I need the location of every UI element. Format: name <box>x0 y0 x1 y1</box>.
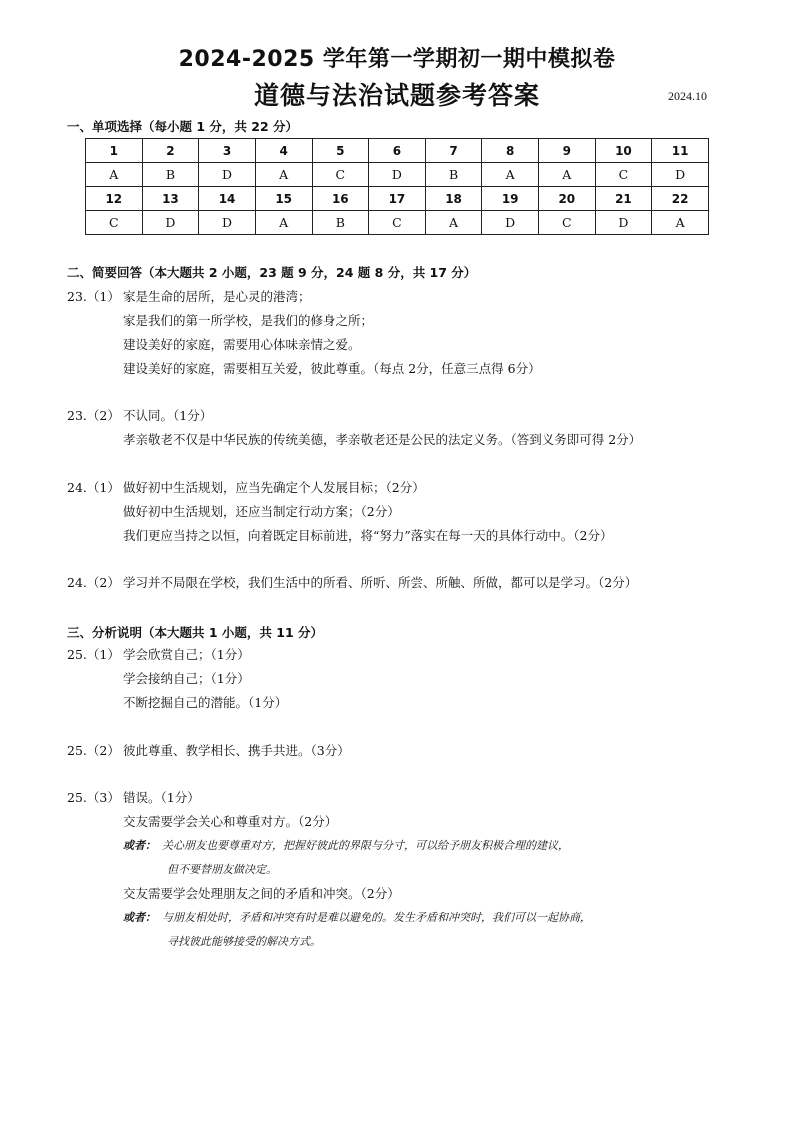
question-number-cell: 14 <box>199 187 256 211</box>
answer-cell: A <box>482 163 539 187</box>
answer-line: 家是我们的第一所学校，是我们的修身之所； <box>123 313 374 328</box>
question-number-cell: 19 <box>482 187 539 211</box>
answer-cell: D <box>652 163 709 187</box>
answer-row <box>86 211 709 235</box>
question-number-cell: 15 <box>255 187 312 211</box>
question-number-cell: 16 <box>312 187 369 211</box>
question-number-cell: 10 <box>595 139 652 163</box>
question-number-cell: 20 <box>539 187 596 211</box>
question-number-cell: 9 <box>539 139 596 163</box>
answer-cell: D <box>482 211 539 235</box>
alternative-note <box>67 906 747 930</box>
answer-line: 不认同。（1分） <box>123 408 213 423</box>
question-number-cell: 21 <box>595 187 652 211</box>
answer-24-1 <box>67 476 747 548</box>
answer-row <box>86 163 709 187</box>
answer-cell: A <box>652 211 709 235</box>
question-number-row <box>86 139 709 163</box>
answer-line: 学会欣赏自己；（1分） <box>123 647 250 662</box>
answer-25-3 <box>67 786 747 954</box>
answer-cell: C <box>86 211 143 235</box>
answer-23-1 <box>67 285 747 381</box>
answer-cell: D <box>199 211 256 235</box>
answer-24-2 <box>67 571 747 595</box>
answer-line: 不断挖掘自己的潜能。（1分） <box>123 695 288 710</box>
answer-cell: D <box>199 163 256 187</box>
section-3-heading: 三、分析说明（本大题共 1 小题，共 11 分） <box>67 625 324 640</box>
note-text: 关心朋友也要尊重对方，把握好彼此的界限与分寸，可以给予朋友积极合理的建议， <box>162 839 569 852</box>
question-number: 25.（1） <box>67 647 120 662</box>
answer-line: 建设美好的家庭，需要相互关爱，彼此尊重。（每点 2分，任意三点得 6分） <box>123 361 541 376</box>
answer-line: 家是生命的居所，是心灵的港湾； <box>123 289 311 304</box>
alternative-note <box>67 834 747 858</box>
or-label: 或者： <box>123 911 156 924</box>
answer-cell: B <box>142 163 199 187</box>
answer-cell: B <box>425 163 482 187</box>
answer-line: 建设美好的家庭，需要用心体味亲情之爱。 <box>123 337 361 352</box>
answer-25-2 <box>67 739 747 763</box>
answer-line: 孝亲敬老不仅是中华民族的传统美德，孝亲敬老还是公民的法定义务。（答到义务即可得 2分） <box>123 432 642 447</box>
answer-line: 学习并不局限在学校，我们生活中的所看、所听、所尝、所触、所做，都可以是学习。（2分） <box>123 575 638 590</box>
answer-cell: A <box>255 163 312 187</box>
answer-cell: C <box>369 211 426 235</box>
answer-cell: C <box>595 163 652 187</box>
question-number-cell: 5 <box>312 139 369 163</box>
question-number: 25.（3） <box>67 790 120 805</box>
question-number-cell: 1 <box>86 139 143 163</box>
answer-cell: A <box>255 211 312 235</box>
title-line-2: 道德与法治试题参考答案 <box>253 81 540 110</box>
answer-cell: C <box>312 163 369 187</box>
question-number-cell: 11 <box>652 139 709 163</box>
answer-cell: A <box>86 163 143 187</box>
exam-date: 2024.10 <box>668 89 707 103</box>
answer-line: 做好初中生活规划，还应当制定行动方案；（2分） <box>123 504 400 519</box>
question-number-cell: 17 <box>369 187 426 211</box>
answer-line: 交友需要学会处理朋友之间的矛盾和冲突。（2分） <box>123 886 400 901</box>
or-label: 或者： <box>123 839 156 852</box>
answer-table <box>85 138 709 235</box>
section-1-heading: 一、单项选择（每小题 1 分，共 22 分） <box>67 119 299 134</box>
question-number: 24.（2） <box>67 575 120 590</box>
answer-cell: C <box>539 211 596 235</box>
answer-line: 学会接纳自己；（1分） <box>123 671 250 686</box>
question-number-cell: 18 <box>425 187 482 211</box>
question-number-cell: 7 <box>425 139 482 163</box>
section-2-heading: 二、简要回答（本大题共 2 小题，23 题 9 分，24 题 8 分，共 17 分） <box>67 265 477 280</box>
question-number-cell: 22 <box>652 187 709 211</box>
question-number-cell: 8 <box>482 139 539 163</box>
answer-cell: A <box>425 211 482 235</box>
question-number: 23.（1） <box>67 289 120 304</box>
answer-cell: A <box>539 163 596 187</box>
question-number: 23.（2） <box>67 408 120 423</box>
question-number-cell: 3 <box>199 139 256 163</box>
question-number-cell: 12 <box>86 187 143 211</box>
note-text: 寻找彼此能够接受的解决方式。 <box>167 935 321 948</box>
title-line-1: 2024-2025 学年第一学期初一期中模拟卷 <box>178 47 616 72</box>
answer-cell: D <box>369 163 426 187</box>
answer-cell: B <box>312 211 369 235</box>
answer-23-2 <box>67 404 747 452</box>
answer-line: 交友需要学会关心和尊重对方。（2分） <box>123 814 338 829</box>
answer-cell: D <box>595 211 652 235</box>
question-number-cell: 13 <box>142 187 199 211</box>
answer-cell: D <box>142 211 199 235</box>
question-number-cell: 2 <box>142 139 199 163</box>
answer-line: 错误。（1分） <box>123 790 200 805</box>
question-number: 25.（2） <box>67 743 120 758</box>
question-number-row <box>86 187 709 211</box>
note-text: 与朋友相处时，矛盾和冲突有时是难以避免的。发生矛盾和冲突时，我们可以一起协商， <box>162 911 591 924</box>
answer-line: 做好初中生活规划，应当先确定个人发展目标；（2分） <box>123 480 425 495</box>
answer-line: 我们更应当持之以恒，向着既定目标前进，将“努力”落实在每一天的具体行动中。（2分） <box>123 528 613 543</box>
question-number-cell: 6 <box>369 139 426 163</box>
note-text: 但不要替朋友做决定。 <box>167 863 277 876</box>
question-number: 24.（1） <box>67 480 120 495</box>
answer-25-1 <box>67 643 747 715</box>
answer-line: 彼此尊重、教学相长、携手共进。（3分） <box>123 743 350 758</box>
question-number-cell: 4 <box>255 139 312 163</box>
